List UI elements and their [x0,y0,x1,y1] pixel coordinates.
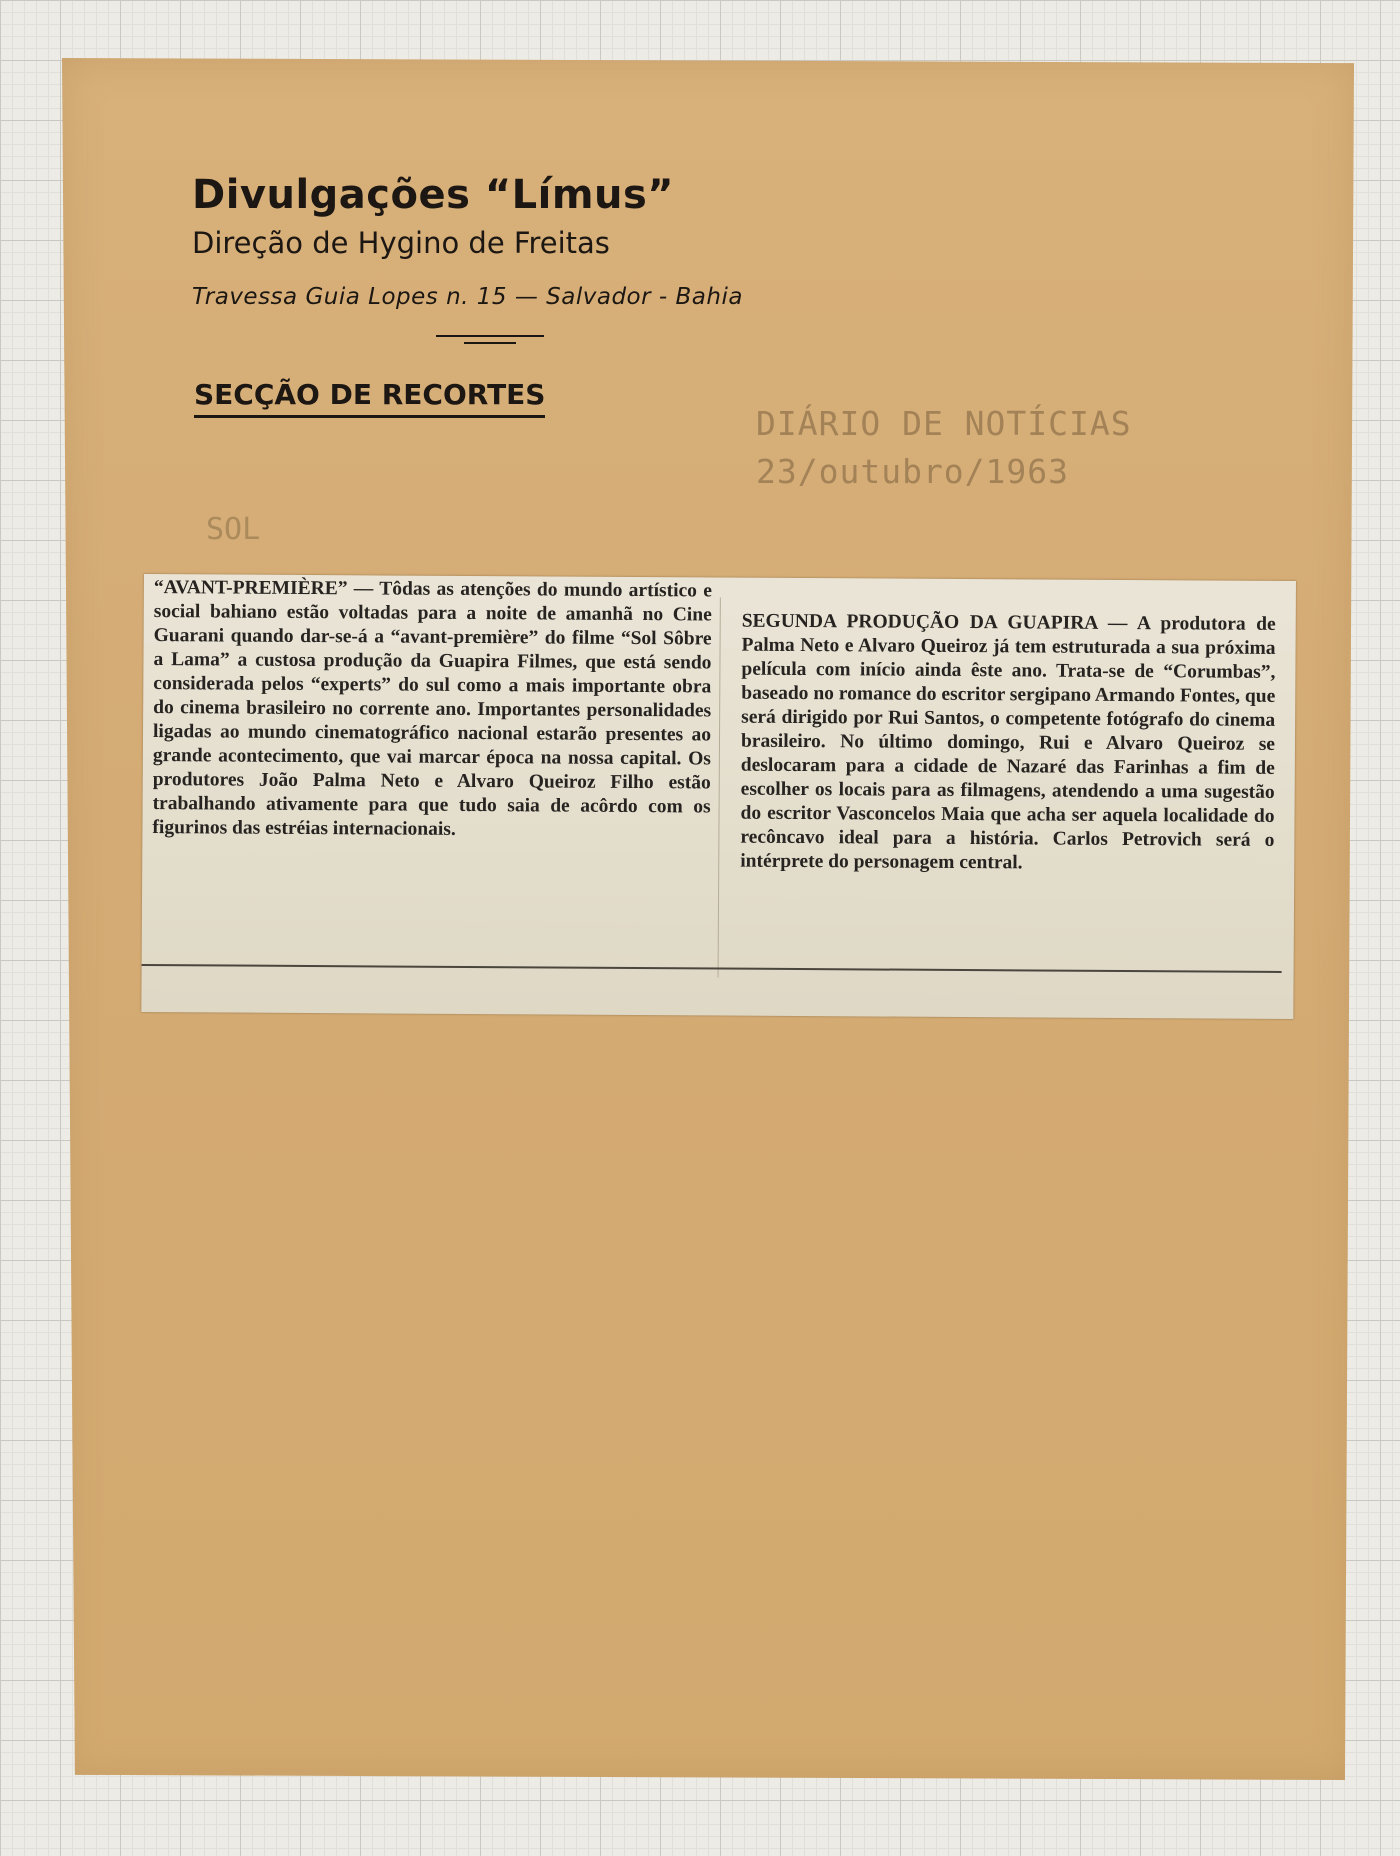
newspaper-stamp: DIÁRIO DE NOTÍCIAS [756,404,1132,443]
article-avant-premiere: “AVANT-PREMIÈRE” — Tôdas as atenções do mundo artístico e social bahiano estão voltadas para a noite de amanhã no Cine Guarani quando dar-se-á a “avant-première” do filme “Sol Sôbre a Lama” a custosa produção da Guapira Filmes, que está sendo considerada pelos “experts” do sul como a mais importante obra do cinema brasileiro no corrente ano. Importantes personalidades ligadas ao mundo cinematográfico nacional estarão presentes ao grande acontecimento, que vai marcar época na nossa capital. Os produtores João Palma Neto e Alvaro Queiroz Filho estão trabalhando ativamente para que tudo saia de acôrdo com os figurinos das estréias internacionais. [152,577,712,840]
clipping-bottom-rule [142,964,1282,973]
agency-address: Travessa Guia Lopes n. 15 — Salvador - Bahia [192,284,743,310]
subject-stamp: SOL [206,512,261,547]
agency-title: Divulgações “Límus” [192,172,675,218]
header-divider-short [464,342,516,344]
header-divider-long [436,335,544,337]
section-heading: SECÇÃO DE RECORTES [194,378,545,418]
agency-direction: Direção de Hygino de Freitas [192,226,610,260]
article-segunda-producao: SEGUNDA PRODUÇÃO DA GUAPIRA — A produtora de Palma Neto e Alvaro Queiroz já tem estruturada a sua próxima película com início ainda êste ano. Trata-se de “Corumbas”, baseado no romance do escritor sergipano Armando Fontes, que será dirigido por Rui Santos, o competente fotógrafo do cinema brasileiro. No último domingo, Rui e Alvaro Queiroz se deslocaram para a cidade de Nazaré das Farinhas a fim de escolher os locais para as filmagens, atendendo a uma sugestão do escritor Vasconcelos Maia que acha ser aquela localidade do recôncavo ideal para a história. Carlos Petrovich será o intérprete do personagem central. [740,610,1276,874]
column-divider [718,598,721,978]
date-stamp: 23/outubro/1963 [756,452,1070,491]
newspaper-clipping [141,574,1296,1019]
